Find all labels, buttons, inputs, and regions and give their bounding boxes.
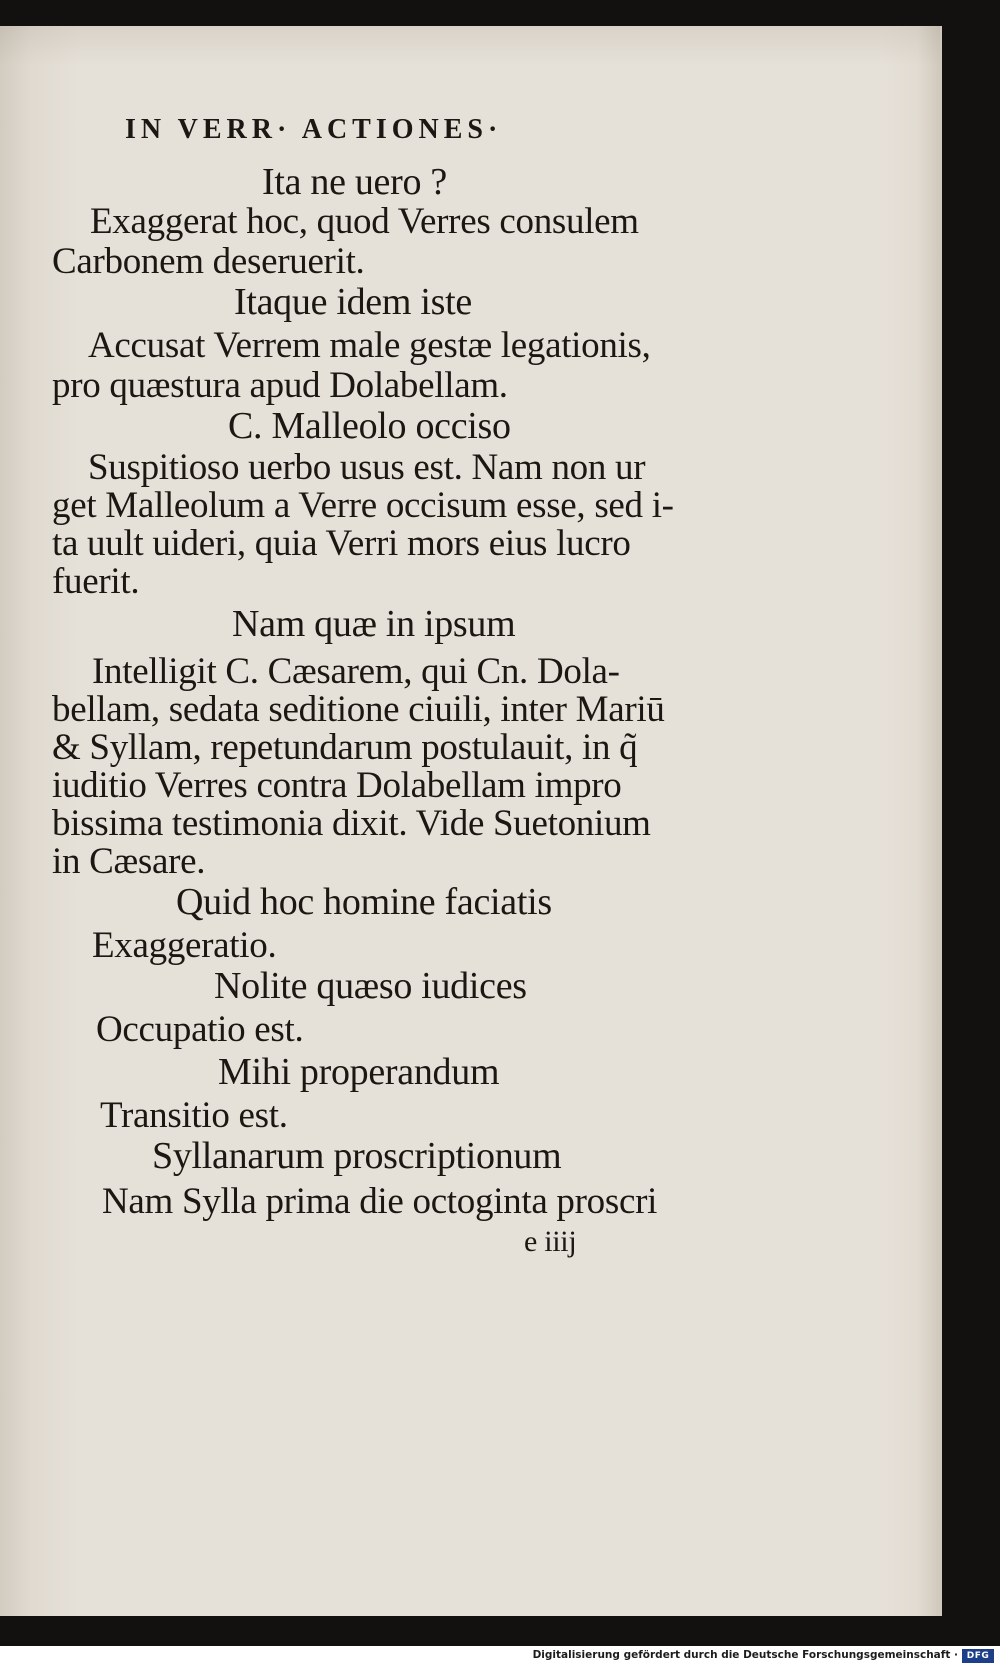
commentary-line: Occupatio est. <box>96 1009 304 1050</box>
lemma-line: Mihi properandum <box>218 1051 500 1093</box>
commentary-line: get Malleolum a Verre occisum esse, sed i- <box>52 485 674 526</box>
book-page <box>0 26 942 1616</box>
commentary-line: Suspitioso uerbo usus est. Nam non ur <box>88 447 646 488</box>
page-text <box>0 26 942 1616</box>
lemma-line: Quid hoc homine faciatis <box>176 881 552 923</box>
commentary-line: iuditio Verres contra Dolabellam impro <box>52 765 622 806</box>
commentary-line: bellam, sedata seditione ciuili, inter Mariū <box>52 689 665 730</box>
commentary-line: Exaggerat hoc, quod Verres consulem <box>90 201 639 242</box>
commentary-line: bissima testimonia dixit. Vide Suetonium <box>52 803 651 844</box>
signature-mark: e iiij <box>524 1225 577 1258</box>
lemma-line: Syllanarum proscriptionum <box>152 1135 562 1177</box>
lemma-line: Nolite quæso iudices <box>214 965 527 1007</box>
commentary-line: in Cæsare. <box>52 841 206 882</box>
commentary-line: pro quæstura apud Dolabellam. <box>52 365 508 406</box>
commentary-line: Accusat Verrem male gestæ legationis, <box>88 325 651 366</box>
credit-bar <box>0 1646 1000 1666</box>
lemma-line: Itaque idem iste <box>234 281 472 323</box>
lemma-line: C. Malleolo occiso <box>228 405 511 447</box>
funding-credit: Digitalisierung gefördert durch die Deutsche Forschungsgemeinschaft · <box>532 1649 958 1661</box>
lemma-line: Ita ne uero ? <box>262 161 447 203</box>
commentary-line: Nam Sylla prima die octoginta proscri <box>102 1181 658 1222</box>
running-head: IN VERR· ACTIONES· <box>125 114 503 145</box>
commentary-line: Transitio est. <box>100 1095 288 1136</box>
commentary-line: Intelligit C. Cæsarem, qui Cn. Dola- <box>92 651 620 692</box>
commentary-line: ta uult uideri, quia Verri mors eius lucro <box>52 523 631 564</box>
commentary-line: fuerit. <box>52 561 140 602</box>
lemma-line: Nam quæ in ipsum <box>232 603 516 645</box>
commentary-line: & Syllam, repetundarum postulauit, in q̃ <box>52 727 638 768</box>
commentary-line: Carbonem deseruerit. <box>52 241 365 282</box>
dfg-logo-icon: DFG <box>962 1649 994 1663</box>
commentary-line: Exaggeratio. <box>92 925 277 966</box>
